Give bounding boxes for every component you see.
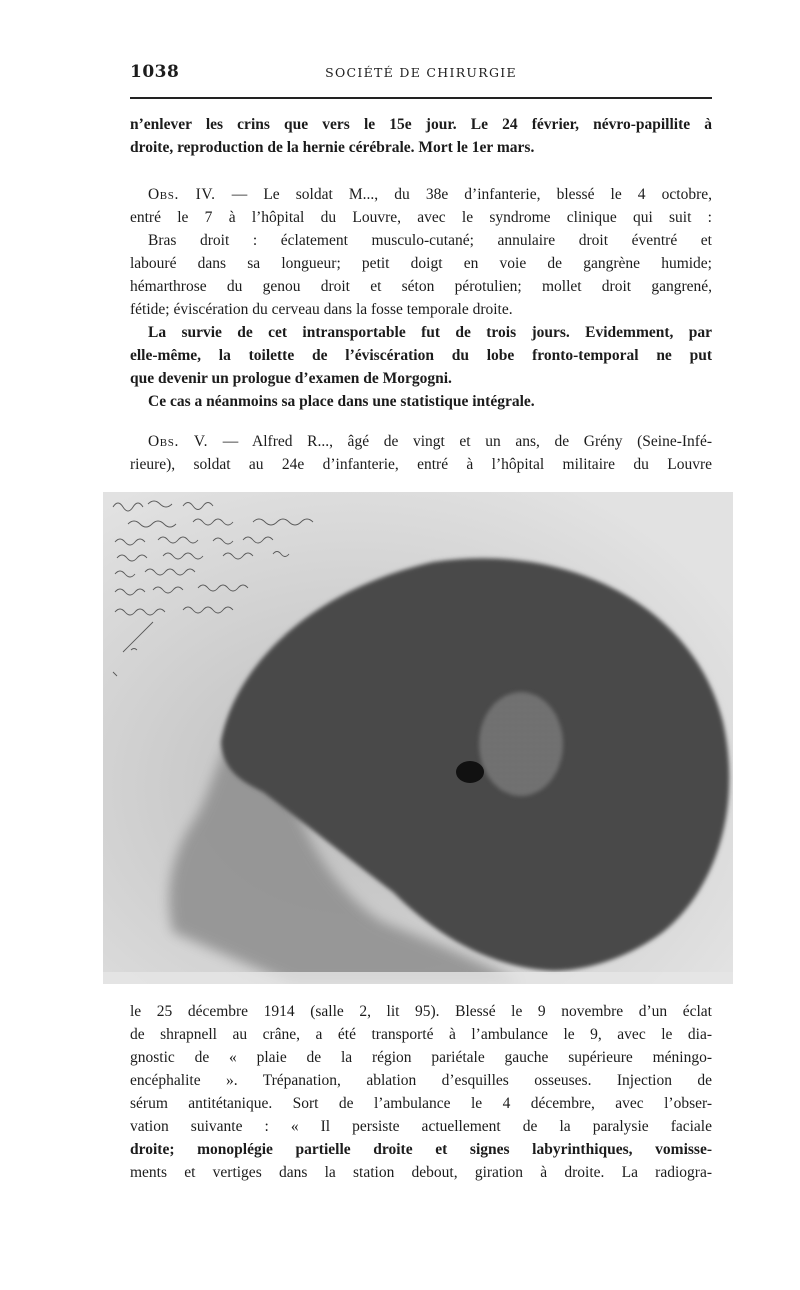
text-line: ments et vertiges dans la station debout, giration à droite. La radiogra-: [130, 1164, 712, 1181]
text-line: hémarthrose du genou droit et séton pérotulien; mollet droit gangrené,: [130, 278, 712, 295]
running-head: SOCIÉTÉ DE CHIRURGIE: [325, 65, 517, 80]
text-line: droite, reproduction de la hernie cérébrale. Mort le 1er mars.: [130, 139, 535, 156]
text-line: vation suivante : « Il persiste actuellement de la paralysie faciale: [130, 1118, 712, 1135]
page-header: [130, 62, 712, 84]
xray-figure: [103, 492, 733, 984]
observation-label: Obs. IV.: [148, 186, 216, 203]
text-line: Ce cas a néanmoins sa place dans une statistique intégrale.: [148, 393, 535, 410]
text-line: Bras droit : éclatement musculo-cutané; annulaire droit éventré et: [148, 232, 712, 249]
text-line: rieure), soldat au 24e d’infanterie, entré à l’hôpital militaire du Louvre: [130, 456, 712, 473]
text-line: n’enlever les crins que vers le 15e jour. Le 24 février, névro-papillite à: [130, 116, 712, 133]
text-fragment: — Alfred R..., âgé de vingt et un ans, de Grény (Seine-Infé-: [208, 433, 712, 450]
text-line: droite; monoplégie partielle droite et signes labyrinthiques, vomisse-: [130, 1141, 712, 1158]
text-line: encéphalite ». Trépanation, ablation d’esquilles osseuses. Injection de: [130, 1072, 712, 1089]
page-number: 1038: [130, 62, 180, 82]
text-line: fétide; éviscération du cerveau dans la fosse temporale droite.: [130, 301, 513, 318]
observation-v: [130, 430, 712, 476]
text-line: sérum antitétanique. Sort de l’ambulance le 4 décembre, avec l’obser-: [130, 1095, 712, 1112]
text-line: entré le 7 à l’hôpital du Louvre, avec le syndrome clinique qui suit :: [130, 209, 712, 226]
trepanation-area: [479, 692, 563, 796]
observation-label: Obs. V.: [148, 433, 209, 450]
text-fragment: — Le soldat M..., du 38e d’infanterie, blessé le 4 octobre,: [215, 186, 712, 203]
shrapnel-fragment: [456, 761, 484, 783]
text-line: La survie de cet intransportable fut de trois jours. Evidemment, par: [148, 324, 712, 341]
text-line: gnostic de « plaie de la région pariétale gauche supérieure méningo-: [130, 1049, 712, 1066]
bottom-border: [103, 972, 733, 984]
text-line: [130, 183, 712, 206]
header-rule: [130, 97, 712, 99]
text-line: [130, 430, 712, 453]
observation-iv: [130, 183, 712, 413]
paragraph-top: [130, 113, 712, 159]
text-line: elle-même, la toilette de l’éviscération du lobe fronto-temporal ne put: [130, 347, 712, 364]
text-line: de shrapnell au crâne, a été transporté à l’ambulance le 9, avec le dia-: [130, 1026, 712, 1043]
xray-image: [103, 492, 733, 984]
text-line: labouré dans sa longueur; petit doigt en voie de gangrène humide;: [130, 255, 712, 272]
text-line: le 25 décembre 1914 (salle 2, lit 95). Blessé le 9 novembre d’un éclat: [130, 1003, 712, 1020]
text-line: que devenir un prologue d’examen de Morgogni.: [130, 370, 452, 387]
paragraph-bottom: [130, 1000, 712, 1184]
